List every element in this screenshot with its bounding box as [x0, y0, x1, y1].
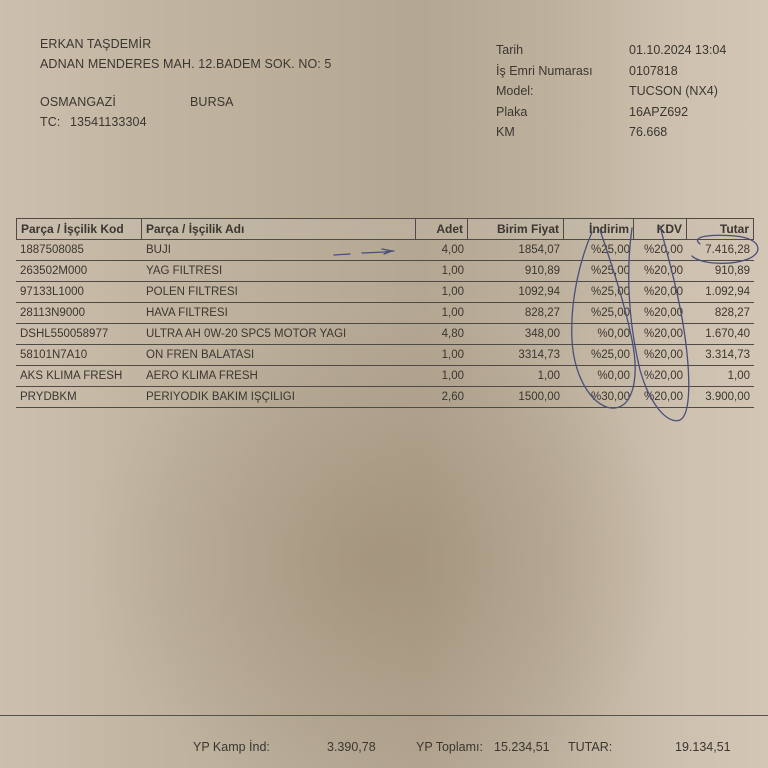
cell-qty: 4,80: [441, 328, 464, 340]
header-unit-price: Birim Fiyat: [468, 219, 564, 239]
tutar-label: TUTAR:: [568, 740, 613, 754]
customer-address: ADNAN MENDERES MAH. 12.BADEM SOK. NO: 5: [40, 57, 332, 71]
cell-unit-price: 348,00: [524, 328, 560, 340]
cell-discount: %25,00: [590, 349, 630, 361]
header-code: Parça / İşçilik Kod: [16, 219, 142, 239]
customer-block: [40, 34, 331, 132]
cell-name: HAVA FILTRESI: [146, 307, 228, 319]
cell-qty: 1,00: [441, 370, 464, 382]
cell-unit-price: 1,00: [537, 370, 560, 382]
cell-unit-price: 1500,00: [518, 391, 560, 403]
cell-total: 1.670,40: [705, 328, 750, 340]
cell-code: 28113N9000: [20, 307, 86, 319]
cell-discount: %30,00: [590, 391, 630, 403]
cell-code: 58101N7A10: [20, 349, 88, 361]
cell-discount: %25,00: [590, 244, 630, 256]
cell-vat: %20,00: [643, 286, 683, 298]
customer-tc: [40, 112, 331, 132]
cell-name: ULTRA AH 0W-20 SPC5 MOTOR YAGI: [146, 328, 347, 340]
cell-qty: 4,00: [441, 244, 464, 256]
cell-total: 910,89: [714, 265, 750, 277]
cell-vat: %20,00: [643, 328, 683, 340]
cell-vat: %20,00: [643, 391, 683, 403]
cell-discount: %0,00: [597, 370, 630, 382]
header-vat: KDV: [634, 219, 687, 239]
cell-unit-price: 910,89: [524, 265, 560, 277]
tc-number: 13541133304: [70, 115, 147, 129]
table-row: [16, 366, 754, 387]
header-qty: Adet: [416, 219, 468, 239]
parts-labor-table: [16, 218, 754, 408]
cell-vat: %20,00: [643, 244, 683, 256]
cell-vat: %20,00: [643, 349, 683, 361]
job-info-block: [496, 40, 726, 143]
cell-code: PRYDBKM: [20, 391, 77, 403]
cell-discount: %25,00: [590, 286, 630, 298]
cell-name: ON FREN BALATASI: [146, 349, 255, 361]
cell-total: 1,00: [727, 370, 750, 382]
yp-kamp-ind-value: 3.390,78: [327, 740, 376, 754]
table-row: [16, 261, 754, 282]
info-label: Tarih: [496, 43, 524, 57]
cell-qty: 2,60: [441, 391, 464, 403]
info-value: 01.10.2024 13:04: [629, 43, 727, 57]
info-value: TUCSON (NX4): [629, 84, 718, 98]
header-name: Parça / İşçilik Adı: [142, 219, 416, 239]
info-value: 16APZ692: [629, 104, 689, 119]
job-info-km: [496, 122, 726, 143]
info-label: Plaka: [496, 104, 528, 119]
customer-name: ERKAN TAŞDEMİR: [40, 37, 152, 51]
table-row: [16, 387, 754, 408]
cell-code: 97133L1000: [20, 286, 84, 298]
info-value: 0107818: [629, 63, 678, 78]
yp-kamp-ind-label: YP Kamp İnd:: [193, 740, 270, 754]
cell-unit-price: 1854,07: [518, 244, 560, 256]
cell-total: 7.416,28: [705, 244, 750, 256]
info-label: KM: [496, 125, 515, 139]
cell-name: AERO KLIMA FRESH: [146, 370, 258, 382]
cell-total: 828,27: [714, 307, 750, 319]
cell-total: 3.314,73: [705, 349, 750, 361]
job-info-plate: [496, 102, 726, 123]
cell-vat: %20,00: [643, 265, 683, 277]
yp-toplami-value: 15.234,51: [494, 740, 550, 754]
cell-name: YAG FILTRESI: [146, 265, 223, 277]
cell-unit-price: 828,27: [524, 307, 560, 319]
table-row: [16, 282, 754, 303]
job-info-date: [496, 40, 726, 61]
table-row: [16, 240, 754, 261]
info-value: 76.668: [629, 125, 668, 139]
table-row: [16, 324, 754, 345]
cell-code: 1887508085: [20, 244, 84, 256]
job-info-work-order: [496, 61, 726, 82]
cell-unit-price: 3314,73: [518, 349, 560, 361]
table-header: [16, 218, 754, 240]
cell-discount: %0,00: [597, 328, 630, 340]
cell-qty: 1,00: [441, 349, 464, 361]
info-label: İş Emri Numarası: [496, 63, 593, 78]
cell-qty: 1,00: [441, 286, 464, 298]
header-discount: İndirim: [564, 219, 634, 239]
cell-discount: %25,00: [590, 307, 630, 319]
yp-toplami-label: YP Toplamı:: [416, 740, 483, 754]
table-row: [16, 345, 754, 366]
cell-total: 3.900,00: [705, 391, 750, 403]
cell-discount: %25,00: [590, 265, 630, 277]
cell-name: BUJI: [146, 244, 171, 256]
cell-name: PERİYODİK BAKIM İŞÇİLİĞİ: [146, 391, 295, 403]
cell-qty: 1,00: [441, 307, 464, 319]
customer-location: [40, 92, 331, 112]
cell-code: 263502M000: [20, 265, 88, 277]
footer-divider: [0, 715, 768, 716]
job-info-model: [496, 81, 726, 102]
table-row: [16, 303, 754, 324]
cell-qty: 1,00: [441, 265, 464, 277]
info-label: Model:: [496, 84, 534, 98]
customer-city: BURSA: [190, 95, 234, 109]
tutar-value: 19.134,51: [675, 740, 731, 754]
cell-total: 1.092,94: [705, 286, 750, 298]
cell-code: DSHL550058977: [20, 328, 109, 340]
tc-label: TC:: [40, 115, 61, 129]
cell-vat: %20,00: [643, 370, 683, 382]
cell-code: AKS KLIMA FRESH: [20, 370, 123, 382]
cell-name: POLEN FILTRESI: [146, 286, 238, 298]
customer-district: OSMANGAZİ: [40, 95, 116, 109]
cell-vat: %20,00: [643, 307, 683, 319]
header-total: Tutar: [687, 219, 754, 239]
cell-unit-price: 1092,94: [518, 286, 560, 298]
